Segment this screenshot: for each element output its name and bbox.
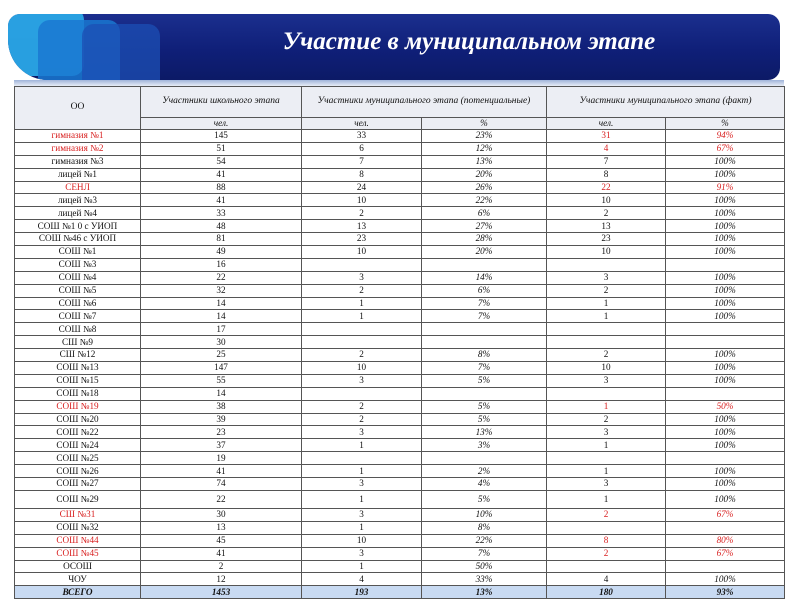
table-row xyxy=(15,521,785,534)
school-stage-count-cell: 41 xyxy=(141,194,302,207)
potential-percent-cell: 6% xyxy=(422,284,547,297)
fact-count-cell: 1 xyxy=(547,490,666,508)
potential-percent-cell: 5% xyxy=(422,413,547,426)
fact-percent-cell: 100% xyxy=(666,478,785,491)
potential-percent-cell: 6% xyxy=(422,207,547,220)
header-potential: Участники муниципального этапа (потенциальные) xyxy=(302,87,547,118)
total-label: ВСЕГО xyxy=(15,586,141,599)
potential-count-cell: 2 xyxy=(302,413,422,426)
fact-count-cell: 3 xyxy=(547,478,666,491)
total-potential-percent: 13% xyxy=(422,586,547,599)
potential-count-cell: 2 xyxy=(302,349,422,362)
fact-percent-cell xyxy=(666,323,785,336)
school-name-cell: СОШ №7 xyxy=(15,310,141,323)
potential-percent-cell: 20% xyxy=(422,168,547,181)
fact-count-cell xyxy=(547,452,666,465)
school-name-cell: СОШ №15 xyxy=(15,374,141,387)
school-stage-count-cell: 16 xyxy=(141,258,302,271)
potential-percent-cell: 7% xyxy=(422,310,547,323)
school-name-cell: ОСОШ xyxy=(15,560,141,573)
fact-percent-cell: 67% xyxy=(666,508,785,521)
fact-percent-cell: 100% xyxy=(666,374,785,387)
potential-percent-cell xyxy=(422,336,547,349)
potential-percent-cell: 3% xyxy=(422,439,547,452)
fact-count-cell: 2 xyxy=(547,508,666,521)
fact-count-cell: 8 xyxy=(547,168,666,181)
fact-count-cell: 1 xyxy=(547,439,666,452)
table-row xyxy=(15,284,785,297)
table-row xyxy=(15,194,785,207)
school-stage-count-cell: 145 xyxy=(141,130,302,143)
school-name-cell: СОШ №25 xyxy=(15,452,141,465)
school-name-cell: лицей №1 xyxy=(15,168,141,181)
school-stage-count-cell: 17 xyxy=(141,323,302,336)
potential-percent-cell: 5% xyxy=(422,490,547,508)
fact-percent-cell xyxy=(666,387,785,400)
fact-percent-cell: 100% xyxy=(666,362,785,375)
school-name-cell: СОШ №26 xyxy=(15,465,141,478)
fact-percent-cell: 80% xyxy=(666,534,785,547)
school-stage-count-cell: 48 xyxy=(141,220,302,233)
school-stage-count-cell: 41 xyxy=(141,465,302,478)
fact-count-cell: 13 xyxy=(547,220,666,233)
school-name-cell: СОШ №1 0 с УИОП xyxy=(15,220,141,233)
potential-count-cell xyxy=(302,387,422,400)
school-stage-count-cell: 51 xyxy=(141,142,302,155)
fact-percent-cell: 94% xyxy=(666,130,785,143)
fact-percent-cell: 100% xyxy=(666,439,785,452)
subheader-percent: % xyxy=(666,118,785,130)
fact-percent-cell: 100% xyxy=(666,284,785,297)
fact-count-cell: 2 xyxy=(547,547,666,560)
school-stage-count-cell: 33 xyxy=(141,207,302,220)
fact-count-cell: 10 xyxy=(547,246,666,259)
potential-count-cell: 3 xyxy=(302,374,422,387)
school-stage-count-cell: 49 xyxy=(141,246,302,259)
total-row xyxy=(15,586,785,599)
total-fact-percent: 93% xyxy=(666,586,785,599)
school-name-cell: СОШ №13 xyxy=(15,362,141,375)
potential-percent-cell: 13% xyxy=(422,155,547,168)
table-row xyxy=(15,534,785,547)
fact-count-cell: 1 xyxy=(547,297,666,310)
potential-percent-cell xyxy=(422,323,547,336)
fact-percent-cell: 100% xyxy=(666,349,785,362)
fact-percent-cell xyxy=(666,452,785,465)
table-row xyxy=(15,181,785,194)
table-row xyxy=(15,336,785,349)
fact-count-cell: 1 xyxy=(547,465,666,478)
table-row xyxy=(15,387,785,400)
school-name-cell: гимназия №3 xyxy=(15,155,141,168)
potential-count-cell: 1 xyxy=(302,439,422,452)
school-name-cell: лицей №3 xyxy=(15,194,141,207)
fact-percent-cell: 100% xyxy=(666,155,785,168)
fact-percent-cell: 100% xyxy=(666,465,785,478)
fact-percent-cell: 100% xyxy=(666,573,785,586)
table-row xyxy=(15,573,785,586)
fact-count-cell xyxy=(547,387,666,400)
school-stage-count-cell: 41 xyxy=(141,547,302,560)
potential-count-cell: 2 xyxy=(302,207,422,220)
title-banner xyxy=(8,14,780,80)
table-row xyxy=(15,547,785,560)
potential-count-cell: 24 xyxy=(302,181,422,194)
subheader-percent: % xyxy=(422,118,547,130)
fact-count-cell: 8 xyxy=(547,534,666,547)
fact-percent-cell: 91% xyxy=(666,181,785,194)
total-school: 1453 xyxy=(141,586,302,599)
header-fact: Участники муниципального этапа (факт) xyxy=(547,87,785,118)
table-row xyxy=(15,130,785,143)
school-name-cell: СОШ №3 xyxy=(15,258,141,271)
potential-count-cell: 1 xyxy=(302,465,422,478)
school-stage-count-cell: 2 xyxy=(141,560,302,573)
potential-count-cell: 10 xyxy=(302,534,422,547)
school-name-cell: СОШ №46 с УИОП xyxy=(15,233,141,246)
school-stage-count-cell: 13 xyxy=(141,521,302,534)
school-stage-count-cell: 23 xyxy=(141,426,302,439)
table-row xyxy=(15,439,785,452)
school-name-cell: СОШ №4 xyxy=(15,271,141,284)
potential-count-cell: 3 xyxy=(302,271,422,284)
potential-percent-cell: 27% xyxy=(422,220,547,233)
fact-percent-cell: 100% xyxy=(666,413,785,426)
fact-percent-cell: 100% xyxy=(666,310,785,323)
potential-count-cell: 1 xyxy=(302,560,422,573)
fact-count-cell: 1 xyxy=(547,400,666,413)
school-stage-count-cell: 55 xyxy=(141,374,302,387)
potential-count-cell: 10 xyxy=(302,362,422,375)
potential-percent-cell: 28% xyxy=(422,233,547,246)
potential-count-cell: 10 xyxy=(302,194,422,207)
fact-percent-cell: 100% xyxy=(666,426,785,439)
potential-percent-cell xyxy=(422,258,547,271)
table-row xyxy=(15,310,785,323)
table-row xyxy=(15,362,785,375)
potential-count-cell: 10 xyxy=(302,246,422,259)
potential-count-cell: 13 xyxy=(302,220,422,233)
potential-count-cell xyxy=(302,452,422,465)
school-name-cell: СОШ №20 xyxy=(15,413,141,426)
subheader-people: чел. xyxy=(302,118,422,130)
school-name-cell: СОШ №6 xyxy=(15,297,141,310)
table-row xyxy=(15,168,785,181)
school-name-cell: СОШ №45 xyxy=(15,547,141,560)
potential-percent-cell: 13% xyxy=(422,426,547,439)
table-row xyxy=(15,413,785,426)
fact-percent-cell xyxy=(666,560,785,573)
potential-count-cell: 23 xyxy=(302,233,422,246)
participation-table xyxy=(14,86,785,599)
potential-percent-cell: 7% xyxy=(422,297,547,310)
school-stage-count-cell: 39 xyxy=(141,413,302,426)
school-name-cell: СОШ №44 xyxy=(15,534,141,547)
potential-count-cell: 4 xyxy=(302,573,422,586)
school-stage-count-cell: 41 xyxy=(141,168,302,181)
school-stage-count-cell: 14 xyxy=(141,310,302,323)
subheader-people: чел. xyxy=(141,118,302,130)
table-row xyxy=(15,323,785,336)
header-school: Участники школьного этапа xyxy=(141,87,302,118)
table-row xyxy=(15,142,785,155)
potential-count-cell: 7 xyxy=(302,155,422,168)
potential-count-cell: 1 xyxy=(302,310,422,323)
school-stage-count-cell: 30 xyxy=(141,508,302,521)
potential-count-cell: 1 xyxy=(302,490,422,508)
table-row xyxy=(15,478,785,491)
fact-count-cell xyxy=(547,560,666,573)
table-row xyxy=(15,258,785,271)
table-row xyxy=(15,207,785,220)
school-stage-count-cell: 14 xyxy=(141,387,302,400)
school-name-cell: СОШ №1 xyxy=(15,246,141,259)
fact-percent-cell: 100% xyxy=(666,271,785,284)
school-stage-count-cell: 45 xyxy=(141,534,302,547)
school-name-cell: СОШ №5 xyxy=(15,284,141,297)
potential-count-cell: 1 xyxy=(302,521,422,534)
potential-percent-cell: 8% xyxy=(422,521,547,534)
table-row xyxy=(15,452,785,465)
school-name-cell: СШ №31 xyxy=(15,508,141,521)
potential-percent-cell: 22% xyxy=(422,194,547,207)
fact-percent-cell: 100% xyxy=(666,207,785,220)
school-name-cell: СОШ №29 xyxy=(15,490,141,508)
potential-count-cell: 1 xyxy=(302,297,422,310)
fact-percent-cell: 67% xyxy=(666,142,785,155)
school-stage-count-cell: 54 xyxy=(141,155,302,168)
potential-percent-cell: 5% xyxy=(422,374,547,387)
potential-count-cell: 3 xyxy=(302,478,422,491)
fact-count-cell: 3 xyxy=(547,426,666,439)
potential-percent-cell xyxy=(422,452,547,465)
table-row xyxy=(15,490,785,508)
potential-count-cell: 2 xyxy=(302,400,422,413)
table-row xyxy=(15,349,785,362)
school-name-cell: СОШ №18 xyxy=(15,387,141,400)
fact-percent-cell: 67% xyxy=(666,547,785,560)
potential-count-cell: 6 xyxy=(302,142,422,155)
potential-count-cell: 3 xyxy=(302,547,422,560)
potential-percent-cell: 22% xyxy=(422,534,547,547)
school-name-cell: СОШ №8 xyxy=(15,323,141,336)
potential-percent-cell: 33% xyxy=(422,573,547,586)
potential-count-cell: 3 xyxy=(302,508,422,521)
fact-count-cell: 3 xyxy=(547,374,666,387)
potential-count-cell: 3 xyxy=(302,426,422,439)
school-stage-count-cell: 74 xyxy=(141,478,302,491)
school-name-cell: гимназия №1 xyxy=(15,130,141,143)
school-stage-count-cell: 88 xyxy=(141,181,302,194)
fact-percent-cell: 50% xyxy=(666,400,785,413)
fact-count-cell: 2 xyxy=(547,349,666,362)
school-stage-count-cell: 37 xyxy=(141,439,302,452)
total-fact: 180 xyxy=(547,586,666,599)
fact-count-cell: 2 xyxy=(547,207,666,220)
fact-count-cell: 4 xyxy=(547,573,666,586)
potential-percent-cell: 12% xyxy=(422,142,547,155)
fact-count-cell xyxy=(547,323,666,336)
decor-square xyxy=(82,24,160,80)
fact-count-cell: 31 xyxy=(547,130,666,143)
fact-percent-cell: 100% xyxy=(666,246,785,259)
school-name-cell: СОШ №24 xyxy=(15,439,141,452)
potential-count-cell: 8 xyxy=(302,168,422,181)
school-stage-count-cell: 22 xyxy=(141,490,302,508)
total-potential: 193 xyxy=(302,586,422,599)
school-name-cell: ЧОУ xyxy=(15,573,141,586)
fact-percent-cell: 100% xyxy=(666,194,785,207)
potential-percent-cell: 14% xyxy=(422,271,547,284)
potential-percent-cell xyxy=(422,387,547,400)
potential-percent-cell: 4% xyxy=(422,478,547,491)
table-row xyxy=(15,233,785,246)
potential-percent-cell: 8% xyxy=(422,349,547,362)
fact-count-cell: 23 xyxy=(547,233,666,246)
table-row xyxy=(15,426,785,439)
potential-percent-cell: 7% xyxy=(422,362,547,375)
school-name-cell: СЕНЛ xyxy=(15,181,141,194)
school-name-cell: лицей №4 xyxy=(15,207,141,220)
school-stage-count-cell: 81 xyxy=(141,233,302,246)
school-stage-count-cell: 19 xyxy=(141,452,302,465)
table-row xyxy=(15,271,785,284)
page-title: Участие в муниципальном этапе xyxy=(282,28,656,55)
school-name-cell: СОШ №32 xyxy=(15,521,141,534)
fact-count-cell: 2 xyxy=(547,284,666,297)
fact-percent-cell xyxy=(666,336,785,349)
school-stage-count-cell: 32 xyxy=(141,284,302,297)
school-name-cell: СОШ №27 xyxy=(15,478,141,491)
table-row xyxy=(15,220,785,233)
potential-percent-cell: 26% xyxy=(422,181,547,194)
fact-count-cell: 22 xyxy=(547,181,666,194)
fact-count-cell: 4 xyxy=(547,142,666,155)
potential-percent-cell: 23% xyxy=(422,130,547,143)
school-stage-count-cell: 22 xyxy=(141,271,302,284)
table-row xyxy=(15,155,785,168)
header-oo: ОО xyxy=(15,87,141,130)
fact-count-cell: 10 xyxy=(547,194,666,207)
school-stage-count-cell: 14 xyxy=(141,297,302,310)
potential-percent-cell: 10% xyxy=(422,508,547,521)
subheader-people: чел. xyxy=(547,118,666,130)
fact-count-cell xyxy=(547,258,666,271)
school-stage-count-cell: 25 xyxy=(141,349,302,362)
potential-count-cell xyxy=(302,336,422,349)
school-name-cell: СШ №9 xyxy=(15,336,141,349)
fact-count-cell xyxy=(547,336,666,349)
fact-count-cell: 1 xyxy=(547,310,666,323)
potential-count-cell xyxy=(302,323,422,336)
table-row xyxy=(15,465,785,478)
fact-percent-cell: 100% xyxy=(666,297,785,310)
potential-percent-cell: 5% xyxy=(422,400,547,413)
fact-percent-cell: 100% xyxy=(666,220,785,233)
potential-count-cell xyxy=(302,258,422,271)
potential-percent-cell: 2% xyxy=(422,465,547,478)
fact-percent-cell xyxy=(666,521,785,534)
potential-percent-cell: 7% xyxy=(422,547,547,560)
school-stage-count-cell: 12 xyxy=(141,573,302,586)
fact-count-cell: 3 xyxy=(547,271,666,284)
school-name-cell: СОШ №19 xyxy=(15,400,141,413)
table-row xyxy=(15,374,785,387)
potential-percent-cell: 20% xyxy=(422,246,547,259)
school-stage-count-cell: 147 xyxy=(141,362,302,375)
fact-percent-cell xyxy=(666,258,785,271)
school-name-cell: СШ №12 xyxy=(15,349,141,362)
fact-count-cell: 10 xyxy=(547,362,666,375)
fact-percent-cell: 100% xyxy=(666,490,785,508)
table-row xyxy=(15,246,785,259)
table-row xyxy=(15,297,785,310)
fact-count-cell: 2 xyxy=(547,413,666,426)
school-stage-count-cell: 30 xyxy=(141,336,302,349)
table-row xyxy=(15,508,785,521)
potential-count-cell: 2 xyxy=(302,284,422,297)
table-row xyxy=(15,400,785,413)
potential-percent-cell: 50% xyxy=(422,560,547,573)
school-stage-count-cell: 38 xyxy=(141,400,302,413)
fact-percent-cell: 100% xyxy=(666,233,785,246)
fact-percent-cell: 100% xyxy=(666,168,785,181)
fact-count-cell xyxy=(547,521,666,534)
table-row xyxy=(15,560,785,573)
potential-count-cell: 33 xyxy=(302,130,422,143)
fact-count-cell: 7 xyxy=(547,155,666,168)
school-name-cell: гимназия №2 xyxy=(15,142,141,155)
school-name-cell: СОШ №22 xyxy=(15,426,141,439)
